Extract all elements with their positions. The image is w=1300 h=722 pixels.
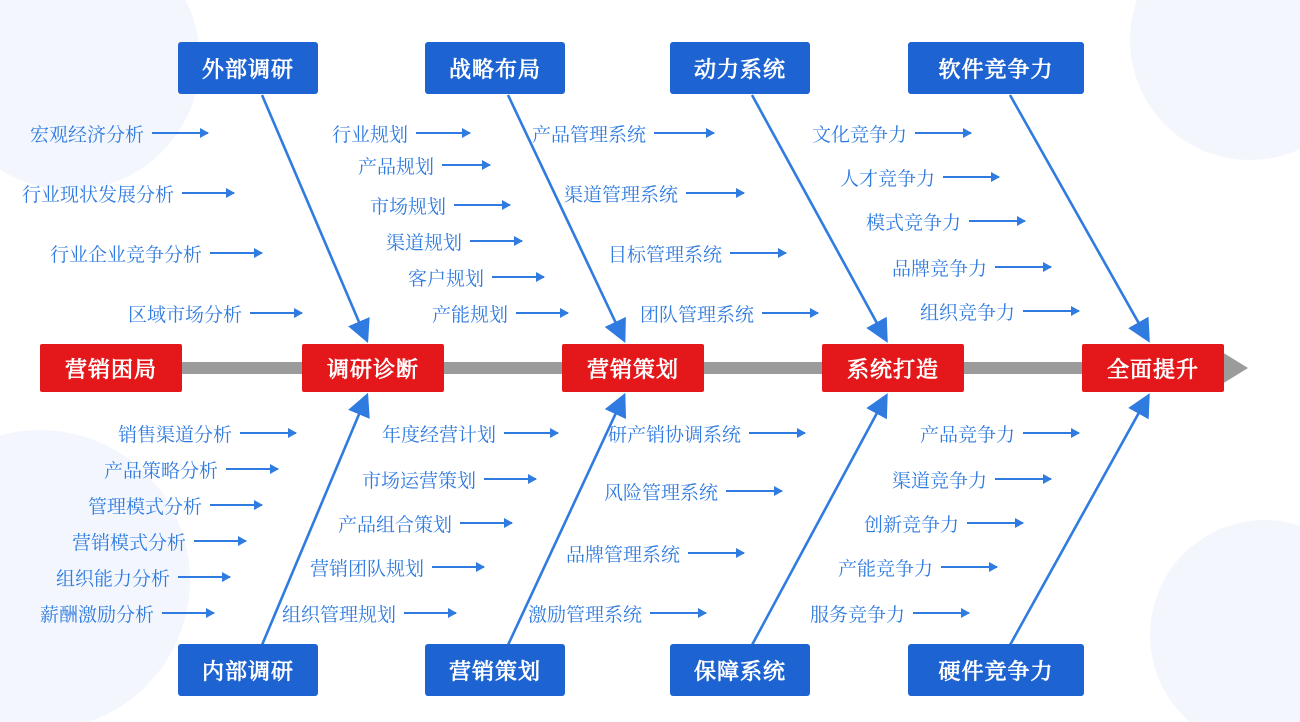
category-label: 外部调研	[201, 56, 294, 82]
leaf-top-1-3: 行业企业竞争分析	[50, 240, 262, 267]
leaf-top-1-1: 宏观经济分析	[30, 120, 208, 147]
top-category-2[interactable]	[425, 42, 565, 94]
bottom-category-4[interactable]	[908, 644, 1084, 696]
bottom-category-2[interactable]	[425, 644, 565, 696]
leaf-bottom-4-5: 服务竞争力	[810, 600, 969, 627]
leaf-top-2-1: 行业规划	[332, 120, 470, 147]
spine-node-1[interactable]	[40, 344, 182, 392]
leaf-bottom-4-4: 产能竞争力	[838, 554, 997, 581]
top-category-1[interactable]	[178, 42, 318, 94]
leaf-top-3-4: 团队管理系统	[640, 300, 818, 327]
spine-node-label: 调研诊断	[326, 356, 419, 382]
category-label: 内部调研	[201, 658, 294, 684]
bottom-category-3[interactable]	[670, 644, 810, 696]
leaf-top-4-4: 品牌竞争力	[892, 254, 1051, 281]
leaf-bottom-3-4: 激励管理系统	[528, 600, 706, 627]
leaf-bottom-2-4: 营销团队规划	[310, 554, 484, 581]
leaf-bottom-2-1: 年度经营计划	[382, 420, 558, 447]
leaf-bottom-4-1: 产品竞争力	[920, 420, 1079, 447]
leaf-top-2-3: 市场规划	[370, 192, 510, 219]
spine-node-2[interactable]	[302, 344, 444, 392]
spine-node-5[interactable]	[1082, 344, 1224, 392]
leaf-top-4-1: 文化竞争力	[812, 120, 971, 147]
leaf-top-1-4: 区域市场分析	[128, 300, 302, 327]
top-category-4[interactable]	[908, 42, 1084, 94]
leaf-top-2-4: 渠道规划	[386, 228, 522, 255]
leaf-top-3-3: 目标管理系统	[608, 240, 786, 267]
leaf-bottom-1-3: 管理模式分析	[88, 492, 262, 519]
leaf-bottom-2-5: 组织管理规划	[282, 600, 456, 627]
spine-node-label: 营销困局	[64, 356, 157, 382]
leaf-top-4-5: 组织竞争力	[920, 298, 1079, 325]
leaf-top-3-2: 渠道管理系统	[564, 180, 744, 207]
category-label: 战略布局	[448, 56, 541, 82]
leaf-bottom-4-3: 创新竞争力	[864, 510, 1023, 537]
spine-node-3[interactable]	[562, 344, 704, 392]
spine-node-4[interactable]	[822, 344, 964, 392]
leaf-bottom-3-2: 风险管理系统	[604, 478, 782, 505]
leaf-bottom-3-1: 研产销协调系统	[608, 420, 805, 447]
leaf-bottom-1-6: 薪酬激励分析	[40, 600, 214, 627]
category-label: 软件竞争力	[938, 56, 1054, 82]
spine-node-label: 营销策划	[586, 356, 679, 382]
leaf-bottom-1-5: 组织能力分析	[56, 564, 230, 591]
bottom-category-1[interactable]	[178, 644, 318, 696]
category-label: 营销策划	[448, 658, 541, 684]
leaf-bottom-2-3: 产品组合策划	[338, 510, 512, 537]
leaf-bottom-4-2: 渠道竞争力	[892, 466, 1051, 493]
leaf-bottom-2-2: 市场运营策划	[362, 466, 536, 493]
leaf-top-2-5: 客户规划	[408, 264, 544, 291]
leaf-top-3-1: 产品管理系统	[532, 120, 714, 147]
category-label: 保障系统	[693, 658, 786, 684]
leaf-top-2-2: 产品规划	[358, 152, 490, 179]
spine-arrow-icon	[1222, 352, 1248, 384]
leaf-top-4-2: 人才竞争力	[840, 164, 999, 191]
leaf-bottom-1-2: 产品策略分析	[104, 456, 278, 483]
category-label: 动力系统	[693, 56, 786, 82]
leaf-bottom-1-4: 营销模式分析	[72, 528, 246, 555]
leaf-bottom-3-3: 品牌管理系统	[566, 540, 744, 567]
spine-node-label: 系统打造	[846, 356, 939, 382]
leaf-top-1-2: 行业现状发展分析	[22, 180, 234, 207]
leaf-bottom-1-1: 销售渠道分析	[118, 420, 296, 447]
spine-node-label: 全面提升	[1106, 356, 1199, 382]
leaf-top-2-6: 产能规划	[432, 300, 568, 327]
category-label: 硬件竞争力	[938, 658, 1054, 684]
top-category-3[interactable]	[670, 42, 810, 94]
leaf-top-4-3: 模式竞争力	[866, 208, 1025, 235]
